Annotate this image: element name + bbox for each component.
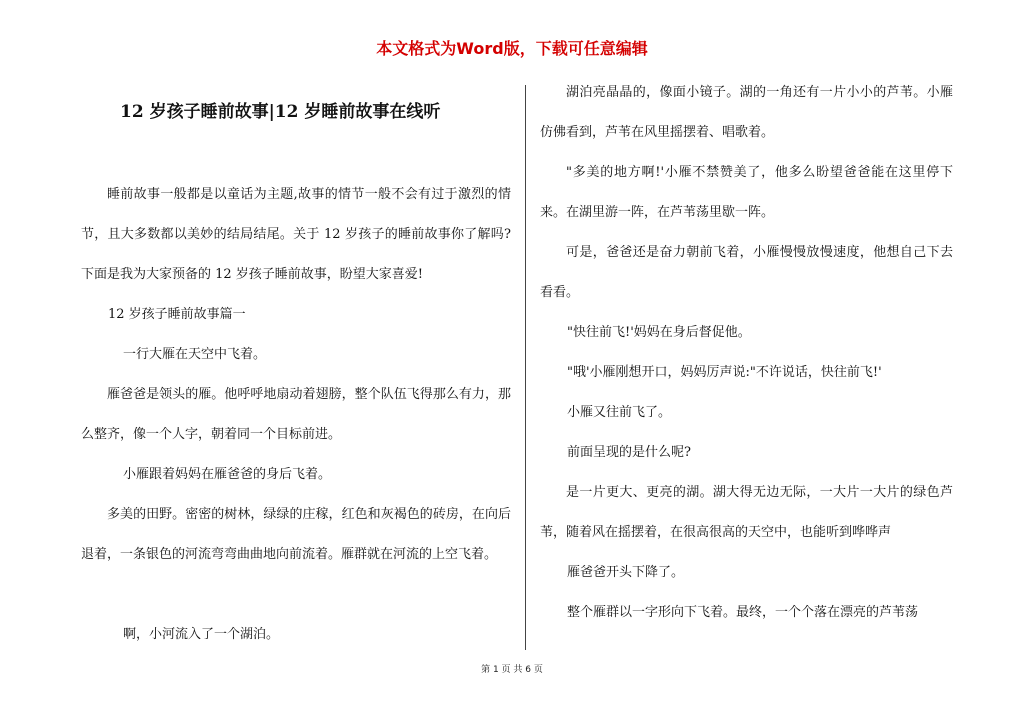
page-title: 12 岁孩子睡前故事|12 岁睡前故事在线听 xyxy=(120,102,441,122)
paragraph: "哦'小雁刚想开口，妈妈厉声说:"不许说话，快往前飞!' xyxy=(567,365,882,380)
paragraph: 是一片更大、更亮的湖。湖大得无边无际，一大片一大片的绿色芦苇，随着风在摇摆着，在很高很高的天空中，也能听到哗哗声 xyxy=(540,485,953,540)
section-heading: 12 岁孩子睡前故事篇一 xyxy=(108,307,246,322)
paragraph: 可是，爸爸还是奋力朝前飞着，小雁慢慢放慢速度，他想自己下去看看。 xyxy=(540,245,953,300)
edit-notice-banner: 本文格式为Word版，下载可任意编辑 xyxy=(376,39,648,58)
paragraph: 雁爸爸开头下降了。 xyxy=(567,565,685,580)
paragraph-intro: 睡前故事一般都是以童话为主题,故事的情节一般不会有过于激烈的情节，且大多数都以美妙的结局结尾。关于 12 岁孩子的睡前故事你了解吗?下面是我为大家预备的 12 岁孩子睡前故事，盼望大家喜爱! xyxy=(81,187,511,282)
paragraph: 多美的田野。密密的树林，绿绿的庄稼，红色和灰褐色的砖房，在向后退着，一条银色的河流弯弯曲曲地向前流着。雁群就在河流的上空飞着。 xyxy=(81,507,511,562)
paragraph: 一行大雁在天空中飞着。 xyxy=(123,347,267,362)
page-number-footer: 第 1 页 共 6 页 xyxy=(481,665,543,675)
paragraph: "快往前飞!'妈妈在身后督促他。 xyxy=(567,325,751,340)
paragraph: 小雁跟着妈妈在雁爸爸的身后飞着。 xyxy=(123,467,332,482)
column-divider xyxy=(525,85,526,650)
paragraph: 湖泊亮晶晶的，像面小镜子。湖的一角还有一片小小的芦苇。小雁仿佛看到，芦苇在风里摇摆着、唱歌着。 xyxy=(540,85,953,140)
paragraph: 前面呈现的是什么呢? xyxy=(567,445,691,460)
paragraph: 雁爸爸是领头的雁。他呼呼地扇动着翅膀，整个队伍飞得那么有力，那么整齐，像一个人字，朝着同一个目标前进。 xyxy=(81,387,511,442)
paragraph: 整个雁群以一字形向下飞着。最终，一个个落在漂亮的芦苇荡 xyxy=(567,605,919,620)
paragraph: 小雁又往前飞了。 xyxy=(567,405,672,420)
paragraph: 啊，小河流入了一个湖泊。 xyxy=(123,627,280,642)
paragraph: "多美的地方啊!'小雁不禁赞美了，他多么盼望爸爸能在这里停下来。在湖里游一阵，在芦苇荡里歇一阵。 xyxy=(540,165,953,220)
